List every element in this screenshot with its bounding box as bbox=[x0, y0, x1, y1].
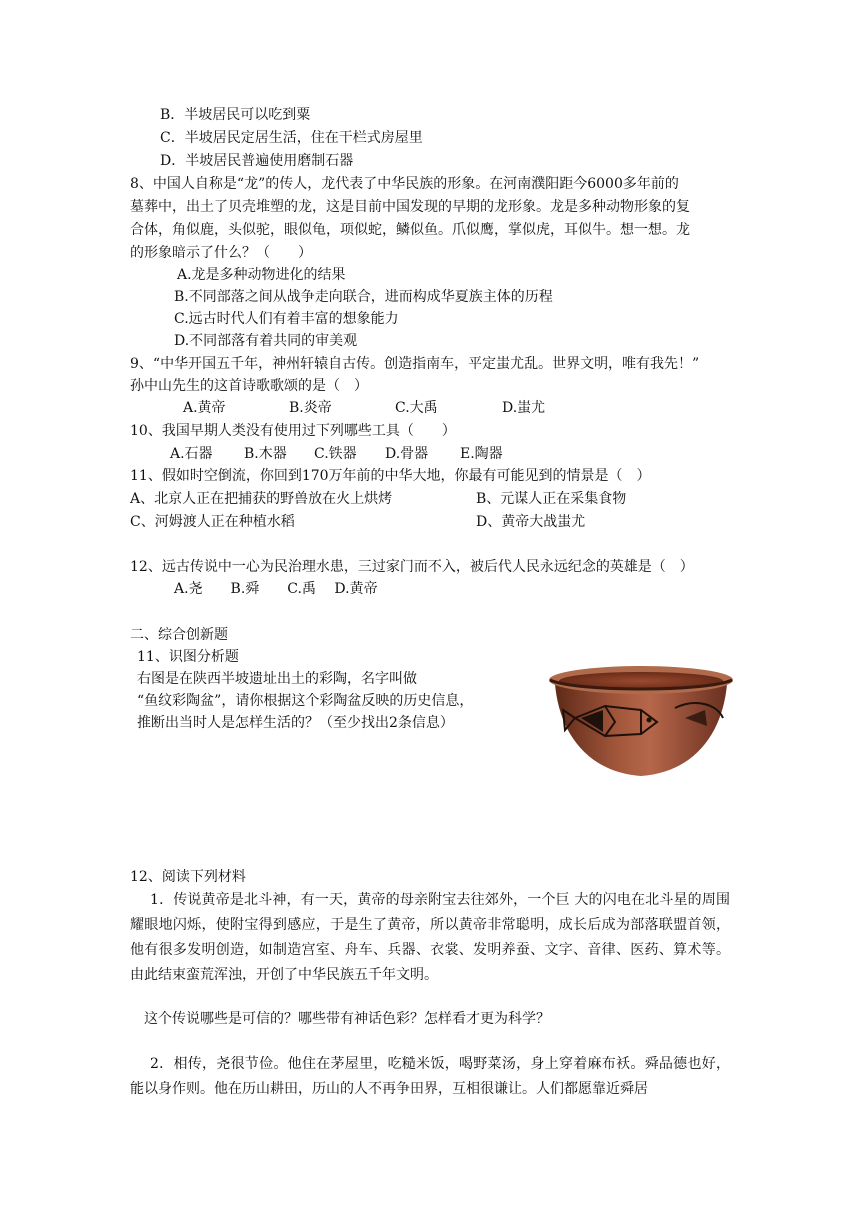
s2-q11-title: 11、识图分析题 bbox=[137, 649, 239, 665]
q8-line-1: 8、中国人自称是“龙”的传人，龙代表了中华民族的形象。在河南濮阳距今6000多年前的 bbox=[130, 176, 679, 192]
q11-option-b: B、元谋人正在采集食物 bbox=[476, 491, 627, 507]
s2-q12-title: 12、阅读下列材料 bbox=[130, 869, 246, 885]
s2-q11-line-2: “鱼纹彩陶盆”，请你根据这个彩陶盆反映的历史信息， bbox=[137, 693, 474, 709]
fish-pattern-pottery-basin-image bbox=[545, 660, 737, 782]
q8-line-4: 的形象暗示了什么？（ ） bbox=[130, 245, 312, 261]
material-1-paragraph: 1．传说黄帝是北斗神，有一天，黄帝的母亲附宝去往郊外，一个巨 大的闪电在北斗星的周围耀眼地闪烁，使附宝得到感应，于是生了黄帝，所以黄帝非常聪明，成长后成为部落联盟首领，他有很多发明创造，如制造宫室、舟车、兵器、衣裳、发明养蚕、文字、音律、医药、算术等。由此结束蛮荒浑浊，开创了中华民族五千年文明。 bbox=[130, 892, 730, 983]
q11-option-a: A、北京人正在把捕获的野兽放在火上烘烤 bbox=[130, 491, 393, 507]
q12-line-1: 12、远古传说中一心为民治理水患，三过家门而不入，被后代人民永远纪念的英雄是（ ） bbox=[130, 559, 694, 575]
q7-option-d: D．半坡居民普遍使用磨制石器 bbox=[160, 153, 354, 169]
q10-option-d: D.骨器 bbox=[385, 446, 429, 462]
q10-option-c: C.铁器 bbox=[314, 446, 357, 462]
q11-option-d: D、黄帝大战蚩尤 bbox=[476, 514, 586, 530]
q9-option-d: D.蚩尤 bbox=[502, 400, 546, 416]
q8-option-b: B.不同部落之间从战争走向联合，进而构成华夏族主体的历程 bbox=[174, 289, 553, 305]
material-2-paragraph: 2．相传，尧很节俭。他住在茅屋里，吃糙米饭，喝野菜汤，身上穿着麻布袄。舜品德也好，能以身作则。他在历山耕田，历山的人不再争田界，互相很谦让。人们都愿靠近舜居 bbox=[130, 1056, 730, 1097]
q8-option-a: A.龙是多种动物进化的结果 bbox=[177, 267, 346, 283]
q8-option-d: D.不同部落有着共同的审美观 bbox=[174, 333, 358, 349]
q10-option-b: B.木器 bbox=[244, 446, 287, 462]
q12-options: A.尧 B.舜 C.禹 D.黄帝 bbox=[174, 581, 378, 597]
q11-option-c: C、河姆渡人正在种植水稻 bbox=[130, 514, 295, 530]
s2-q11-line-3: 推断出当时人是怎样生活的？（至少找出2条信息） bbox=[137, 715, 454, 731]
q10-option-a: A.石器 bbox=[170, 446, 213, 462]
q11-line-1: 11、假如时空倒流，你回到170万年前的中华大地，你最有可能见到的情景是（ ） bbox=[130, 468, 651, 484]
q7-option-b: B．半坡居民可以吃到粟 bbox=[160, 107, 311, 123]
material-1-question: 这个传说哪些是可信的？哪些带有神话色彩？怎样看才更为科学？ bbox=[144, 1011, 550, 1027]
q9-option-b: B.炎帝 bbox=[289, 400, 332, 416]
q8-option-c: C.远古时代人们有着丰富的想象能力 bbox=[174, 311, 399, 327]
q9-option-a: A.黄帝 bbox=[183, 400, 226, 416]
q8-line-2: 墓葬中，出土了贝壳堆塑的龙，这是目前中国发现的早期的龙形象。龙是多种动物形象的复 bbox=[130, 199, 690, 215]
q9-line-2: 孙中山先生的这首诗歌歌颂的是（ ） bbox=[130, 378, 368, 394]
q9-option-c: C.大禹 bbox=[395, 400, 438, 416]
s2-q11-line-1: 右图是在陕西半坡遗址出土的彩陶，名字叫做 bbox=[137, 671, 417, 687]
q10-option-e: E.陶器 bbox=[460, 446, 503, 462]
q7-option-c: C．半坡居民定居生活，住在干栏式房屋里 bbox=[160, 130, 423, 146]
q10-line-1: 10、我国早期人类没有使用过下列哪些工具（ ） bbox=[130, 423, 456, 439]
q9-line-1: 9、“中华开国五千年，神州轩辕自古传。创造指南车，平定蚩尤乱。世界文明，唯有我先！” bbox=[130, 356, 700, 372]
q8-line-3: 合体，角似鹿，头似驼，眼似龟，项似蛇，鳞似鱼。爪似鹰，掌似虎，耳似牛。想一想。龙 bbox=[130, 222, 690, 238]
section-2-title: 二、综合创新题 bbox=[130, 627, 228, 643]
